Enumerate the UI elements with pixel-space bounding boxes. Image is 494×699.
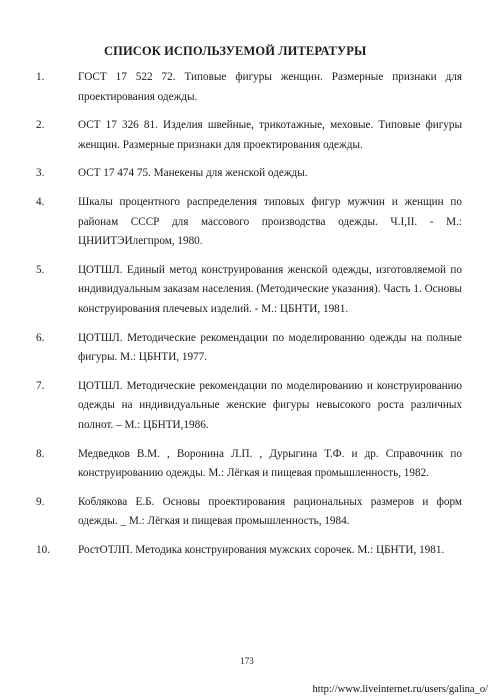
reference-item xyxy=(36,377,462,436)
reference-number: 1. xyxy=(36,71,45,83)
reference-item xyxy=(36,329,462,368)
reference-list xyxy=(36,68,462,569)
reference-number: 6. xyxy=(36,331,45,344)
reference-text: ЦОТШЛ. Методические рекомендации по моделированию одежды на полные фигуры. М.: ЦБНТИ, 1977. xyxy=(78,331,462,364)
reference-text: ГОСТ 17 522 72. Типовые фигуры женщин. Размерные признаки для проектирования одежды. xyxy=(78,71,462,103)
reference-text: ЦОТШЛ. Единый метод конструирования женской одежды, изготовляемой по индивидуальным заказам населения. (Методические указания). Часть 1. Основы конструирования плечевых изделий. - М.: ЦБНТИ, 1981. xyxy=(78,263,462,315)
reference-item xyxy=(36,164,462,184)
watermark-url: http://www.liveinternet.ru/users/galina_o/ xyxy=(312,684,488,695)
reference-number: 9. xyxy=(36,495,45,508)
page-title: СПИСОК ИСПОЛЬЗУЕМОЙ ЛИТЕРАТУРЫ xyxy=(104,44,367,58)
reference-text: ОСТ 17 474 75. Манекены для женской одежды. xyxy=(78,167,308,180)
reference-number: 4. xyxy=(36,195,45,208)
reference-item xyxy=(36,541,462,561)
reference-item xyxy=(36,445,462,484)
reference-text: Коблякова Е.Б. Основы проектирования рациональных размеров и форм одежды. _ М.: Лёгкая и пищевая промышленность, 1984. xyxy=(78,495,462,528)
reference-text: ЦОТШЛ. Методические рекомендации по моделированию и конструированию одежды на индивидуальные женские фигуры невысокого роста различных полнот. – М.: ЦБНТИ,1986. xyxy=(78,379,462,431)
reference-text: РостОТЛП. Методика конструирования мужских сорочек. М.: ЦБНТИ, 1981. xyxy=(78,543,445,556)
reference-number: 10. xyxy=(36,543,50,556)
reference-number: 5. xyxy=(36,263,45,276)
reference-text: Медведков В.М. , Воронина Л.П. , Дурыгина Т.Ф. и др. Справочник по конструированию одежды. М.: Лёгкая и пищевая промышленность, 1982. xyxy=(78,447,462,480)
reference-item xyxy=(36,493,462,532)
reference-item xyxy=(36,193,462,252)
reference-text: ОСТ 17 326 81. Изделия швейные, трикотажные, меховые. Типовые фигуры женщин. Размерные признаки для проектирования одежды. xyxy=(78,119,462,151)
reference-number: 7. xyxy=(36,379,45,392)
reference-number: 3. xyxy=(36,167,45,180)
reference-text: Шкалы процентного распределения типовых фигур мужчин и женщин по районам СССР для массового производства одежды. Ч.I,II. - М.: ЦНИИТЭИлегпром, 1980. xyxy=(78,195,462,248)
reference-item xyxy=(36,68,462,107)
reference-item xyxy=(36,261,462,320)
reference-number: 2. xyxy=(36,119,45,132)
reference-item xyxy=(36,116,462,155)
page-number: 173 xyxy=(240,656,254,666)
reference-number: 8. xyxy=(36,447,45,460)
